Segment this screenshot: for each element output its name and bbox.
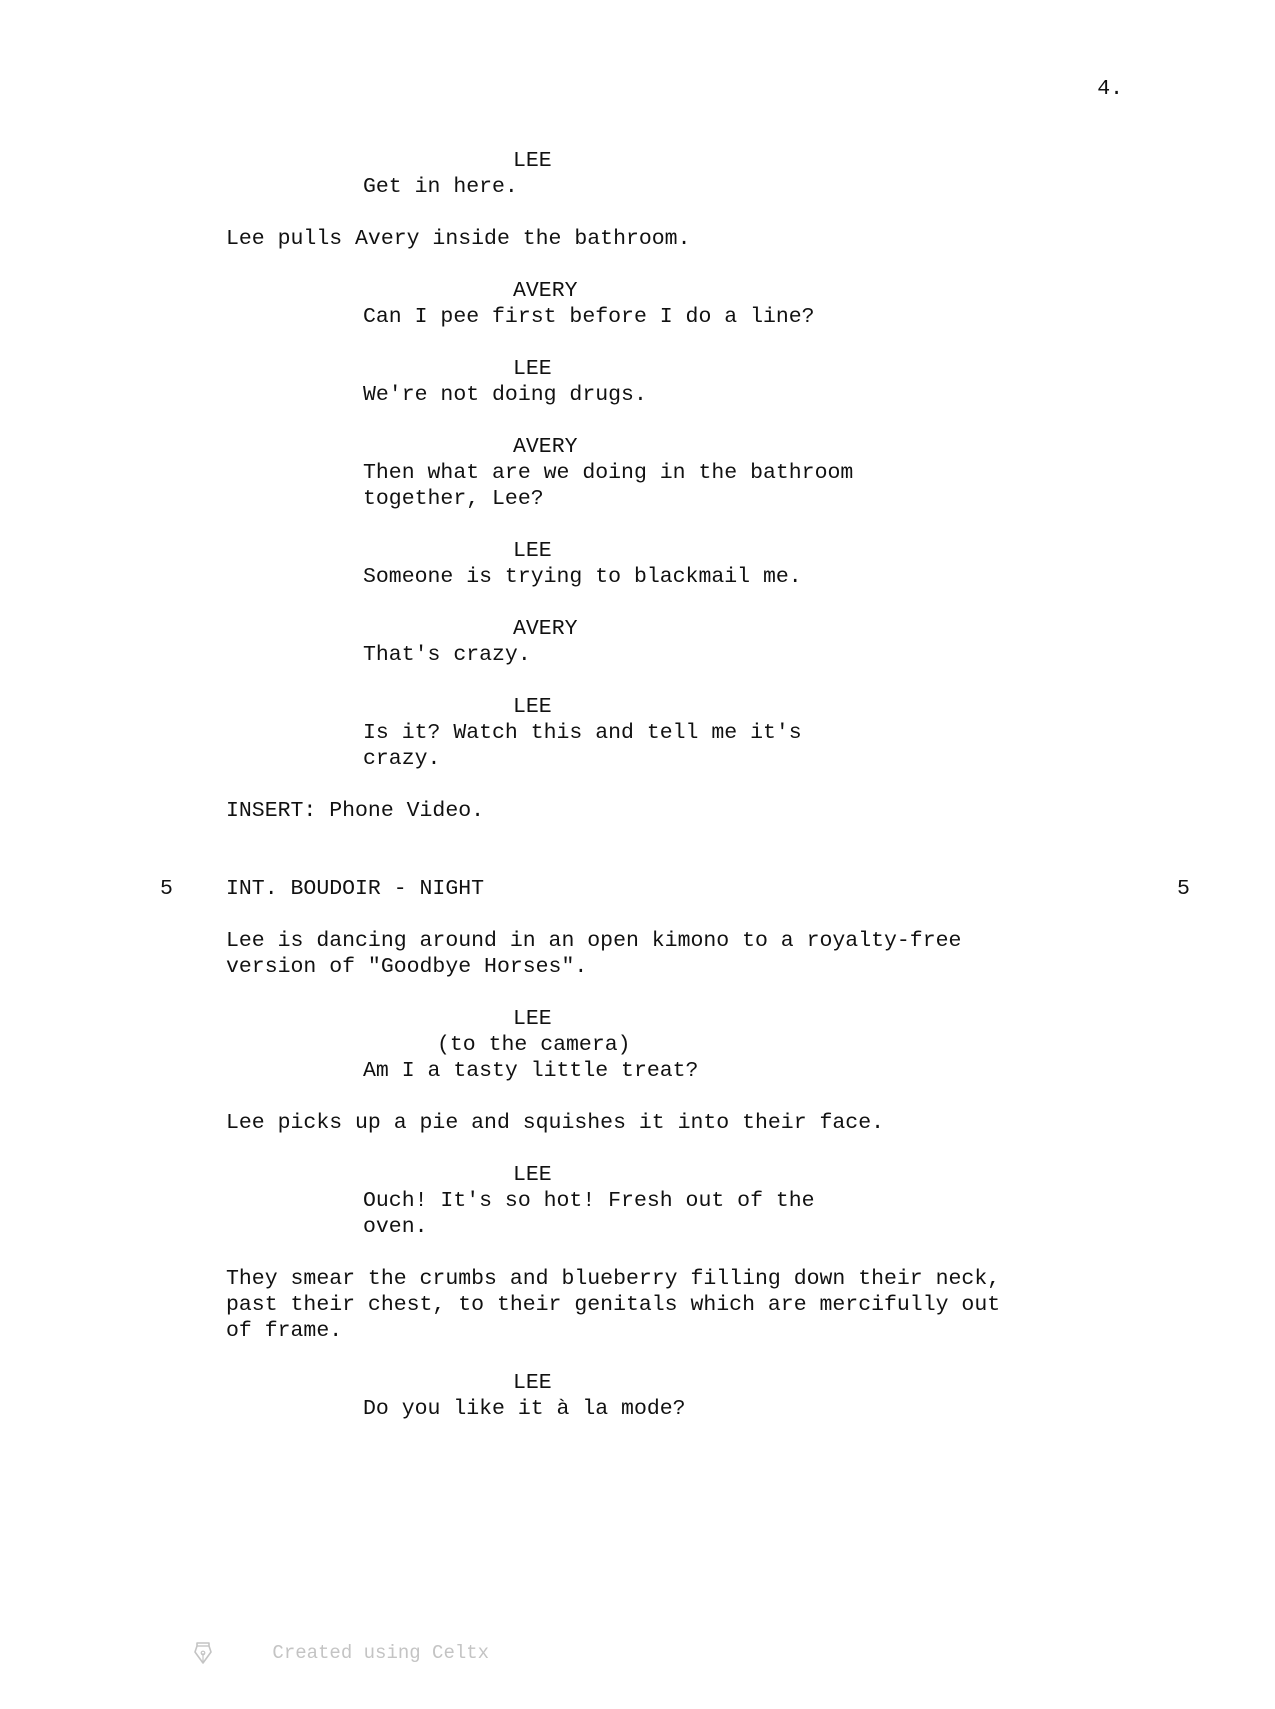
action-line: Lee pulls Avery inside the bathroom. [226, 227, 691, 251]
character-name: LEE [513, 695, 552, 719]
parenthetical: (to the camera) [437, 1033, 631, 1057]
action-line: of frame. [226, 1319, 343, 1343]
scene-number-right: 5 [1177, 877, 1190, 901]
footer-credit: Created using Celtx [272, 1642, 490, 1664]
character-name: LEE [513, 1007, 552, 1031]
dialogue-line: Get in here. [363, 175, 518, 199]
action-line: INSERT: Phone Video. [226, 799, 485, 823]
action-line: Lee is dancing around in an open kimono to a royalty-free [226, 929, 962, 953]
character-name: AVERY [513, 279, 578, 303]
footer [194, 1597, 489, 1709]
character-name: AVERY [513, 435, 578, 459]
dialogue-line: Do you like it à la mode? [363, 1397, 686, 1421]
action-line: past their chest, to their genitals which are mercifully out [226, 1293, 1001, 1317]
character-name: LEE [513, 149, 552, 173]
dialogue-line: crazy. [363, 747, 441, 771]
dialogue-line: Someone is trying to blackmail me. [363, 565, 802, 589]
action-line: They smear the crumbs and blueberry filling down their neck, [226, 1267, 1001, 1291]
dialogue-line: That's crazy. [363, 643, 531, 667]
character-name: LEE [513, 1371, 552, 1395]
dialogue-line: Then what are we doing in the bathroom [363, 461, 854, 485]
scene-number-left: 5 [160, 877, 173, 901]
dialogue-line: Can I pee first before I do a line? [363, 305, 815, 329]
character-name: LEE [513, 539, 552, 563]
dialogue-line: Is it? Watch this and tell me it's [363, 721, 802, 745]
character-name: AVERY [513, 617, 578, 641]
scene-heading: INT. BOUDOIR - NIGHT [226, 877, 485, 901]
page-number: 4. [1097, 77, 1123, 101]
action-line: Lee picks up a pie and squishes it into their face. [226, 1111, 885, 1135]
dialogue-line: We're not doing drugs. [363, 383, 647, 407]
dialogue-line: together, Lee? [363, 487, 544, 511]
character-name: LEE [513, 1163, 552, 1187]
dialogue-line: Ouch! It's so hot! Fresh out of the [363, 1189, 815, 1213]
celtx-pen-nib-icon [194, 1597, 262, 1709]
dialogue-line: Am I a tasty little treat? [363, 1059, 699, 1083]
action-line: version of "Goodbye Horses". [226, 955, 588, 979]
character-name: LEE [513, 357, 552, 381]
dialogue-line: oven. [363, 1215, 428, 1239]
